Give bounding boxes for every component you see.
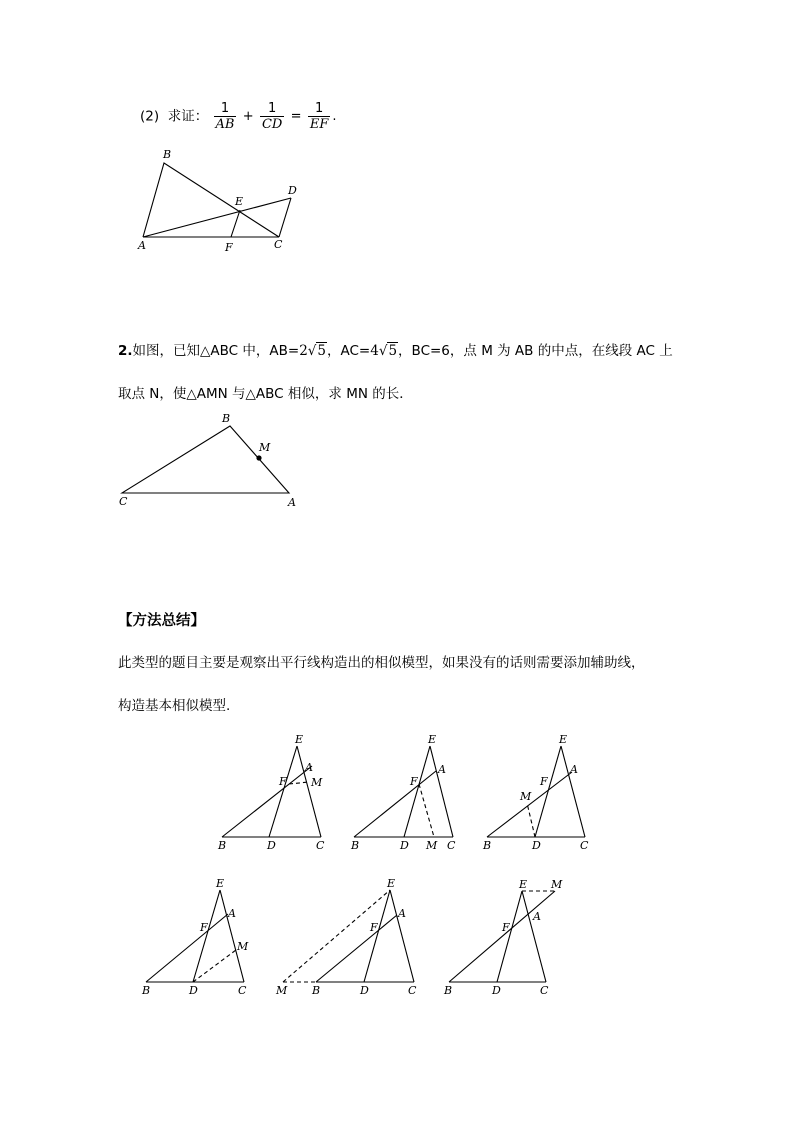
svg-text:A: A: [305, 761, 313, 774]
svg-text:M: M: [426, 839, 438, 852]
svg-text:E: E: [295, 733, 304, 746]
svg-text:M: M: [276, 984, 288, 997]
svg-text:F: F: [540, 775, 548, 788]
svg-text:D: D: [189, 984, 198, 997]
model-1: [217, 733, 325, 852]
fig1-label-f: F: [225, 241, 233, 254]
svg-text:E: E: [428, 733, 437, 746]
svg-text:M: M: [237, 940, 249, 953]
model-5: [275, 877, 417, 997]
fraction-1-over-ef: $\frac{1}{EF}$: [309, 101, 329, 132]
svg-text:F: F: [502, 921, 510, 934]
svg-text:A: A: [228, 907, 236, 920]
fig1-label-c: C: [274, 238, 283, 251]
svg-text:C: C: [580, 839, 589, 852]
problem2-number: 2.: [118, 343, 133, 359]
fig2-label-a: A: [288, 496, 296, 509]
svg-text:C: C: [540, 984, 549, 997]
fraction-1-over-ab: $\frac{1}{AB}$: [215, 101, 235, 132]
svg-text:B: B: [483, 839, 492, 852]
fig1-label-d: D: [288, 184, 297, 197]
svg-text:D: D: [400, 839, 409, 852]
summary-heading: 【方法总结】: [118, 613, 205, 629]
fig2-label-b: B: [222, 412, 231, 425]
model-3: [482, 733, 589, 852]
problem2-line1: 2.如图，已知△ABC 中，AB=2√5，AC=4√5，BC=6，点 M 为 AB 的中点，在线段 AC 上: [118, 343, 673, 359]
sqrt-expression-ab: 2√5: [299, 343, 326, 359]
svg-text:A: A: [533, 910, 541, 923]
svg-text:B: B: [312, 984, 321, 997]
model-2: [350, 733, 456, 852]
svg-text:F: F: [200, 921, 208, 934]
fig2-label-c: C: [119, 495, 128, 508]
fig1-label-b: B: [163, 148, 172, 161]
svg-text:D: D: [532, 839, 541, 852]
svg-text:C: C: [238, 984, 247, 997]
svg-text:A: A: [570, 763, 578, 776]
svg-text:F: F: [370, 921, 378, 934]
svg-text:B: B: [218, 839, 227, 852]
summary-line1: 此类型的题目主要是观察出平行线构造出的相似模型，如果没有的话则需要添加辅助线，: [118, 655, 645, 671]
svg-text:E: E: [387, 877, 396, 890]
svg-text:M: M: [551, 878, 563, 891]
svg-text:C: C: [316, 839, 325, 852]
svg-text:B: B: [351, 839, 360, 852]
svg-text:C: C: [447, 839, 456, 852]
fraction-1-over-cd: $\frac{1}{CD}$: [261, 101, 283, 132]
problem2-line2: 取点 N，使△AMN 与△ABC 相似，求 MN 的长．: [118, 386, 413, 402]
fig1-label-a: A: [138, 239, 146, 252]
svg-text:D: D: [492, 984, 501, 997]
svg-text:M: M: [520, 790, 532, 803]
sqrt-expression-ac: 4√5: [370, 343, 398, 359]
svg-text:D: D: [267, 839, 276, 852]
svg-text:F: F: [410, 775, 418, 788]
svg-text:F: F: [279, 775, 287, 788]
svg-text:D: D: [360, 984, 369, 997]
part2-statement: (2) 求证： $\frac{1}{AB}$ + $\frac{1}{CD}$ = $\frac{1}{EF}$ .: [140, 101, 337, 132]
model-6: [443, 878, 563, 997]
svg-text:E: E: [216, 877, 225, 890]
svg-text:B: B: [444, 984, 453, 997]
svg-text:C: C: [408, 984, 417, 997]
svg-text:E: E: [559, 733, 568, 746]
part2-label: (2): [140, 108, 160, 125]
model-4: [141, 877, 249, 997]
fig2-label-m: M: [259, 441, 271, 454]
summary-line2: 构造基本相似模型.: [118, 698, 231, 714]
svg-text:B: B: [142, 984, 151, 997]
svg-text:M: M: [311, 776, 323, 789]
part2-prefix: 求证：: [167, 108, 209, 125]
svg-text:A: A: [398, 907, 406, 920]
svg-text:E: E: [519, 878, 528, 891]
fig1-label-e: E: [235, 195, 244, 208]
svg-text:A: A: [438, 763, 446, 776]
